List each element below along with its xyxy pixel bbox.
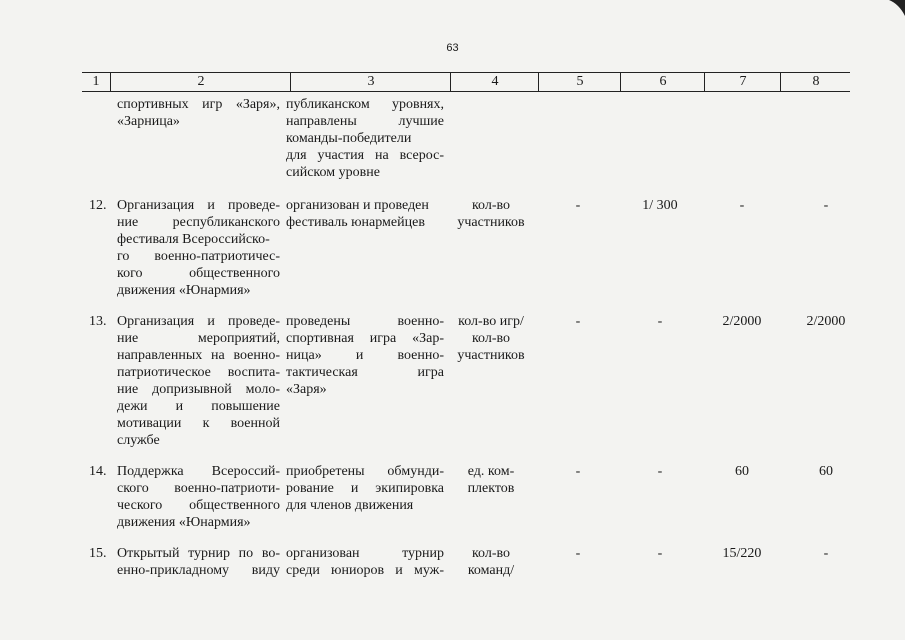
continuation-col2: спортивных игр «Заря», «Зарница»: [117, 97, 280, 129]
row-15-col7: 15/220: [722, 546, 762, 561]
row-12-col2: Организация и проведе- ние республиканского фестиваля Всероссийско- го военно-патриотичес- кого общественного движения «Юнармия»: [117, 198, 280, 298]
row-12-col7: -: [739, 198, 745, 213]
row-15-col3: организован турнир среди юниоров и муж-: [286, 546, 444, 578]
continuation-col3: публиканском уровнях, направлены лучшие команды-победители для участия на всерос- сийском уровне: [286, 97, 444, 180]
row-13-col6: -: [657, 314, 663, 329]
row-14-col2: Поддержка Всероссий- ского военно-патриоти- ческого общественного движения «Юнармия»: [117, 464, 280, 530]
header-col-5: 5: [538, 73, 621, 91]
row-14-col7: 60: [735, 464, 749, 479]
row-15-col2: Открытый турнир по во- енно-прикладному виду: [117, 546, 280, 578]
scan-corner-mark: [865, 0, 905, 40]
row-12-col8: -: [823, 198, 829, 213]
row-13-col8: 2/2000: [806, 314, 846, 329]
header-col-1: 1: [92, 74, 100, 89]
row-12-number: 12.: [89, 198, 107, 213]
row-15-col8: -: [823, 546, 829, 561]
row-14-col6: -: [657, 464, 663, 479]
row-13-col7: 2/2000: [722, 314, 762, 329]
row-13-col5: -: [575, 314, 581, 329]
row-14-col8: 60: [819, 464, 833, 479]
page-number: 63: [446, 42, 459, 54]
row-14-number: 14.: [89, 464, 107, 479]
row-12-col3: организован и проведен фестиваль юнармейцев: [286, 198, 429, 230]
row-14-col3: приобретены обмунди- рование и экипировка для членов движения: [286, 464, 444, 513]
row-13-col3: проведены военно- спортивная игра «Зар- ница» и военно- тактическая игра «Заря»: [286, 314, 444, 397]
header-col-2: 2: [110, 73, 291, 91]
row-14-col5: -: [575, 464, 581, 479]
header-col-6: 6: [620, 73, 705, 91]
row-15-number: 15.: [89, 546, 107, 561]
row-12-col6: 1/ 300: [642, 198, 678, 213]
header-col-8: 8: [780, 73, 851, 91]
row-13-col2: Организация и проведе- ние мероприятий, направленных на военно- патриотическое воспита- ние допризывной моло- дежи и повышение мотивации к военной службе: [117, 314, 280, 448]
row-13-number: 13.: [89, 314, 107, 329]
row-15-col6: -: [657, 546, 663, 561]
row-12-col5: -: [575, 198, 581, 213]
header-col-3: 3: [290, 73, 451, 91]
row-15-col5: -: [575, 546, 581, 561]
table-header: [82, 72, 850, 92]
row-14-col4: ед. ком- плектов: [467, 464, 515, 496]
header-col-7: 7: [704, 73, 781, 91]
row-15-col4: кол-во команд/: [467, 546, 515, 578]
row-13-col4: кол-во игр/ кол-во участников: [457, 314, 525, 363]
header-col-4: 4: [450, 73, 539, 91]
row-12-col4: кол-во участников: [457, 198, 525, 230]
